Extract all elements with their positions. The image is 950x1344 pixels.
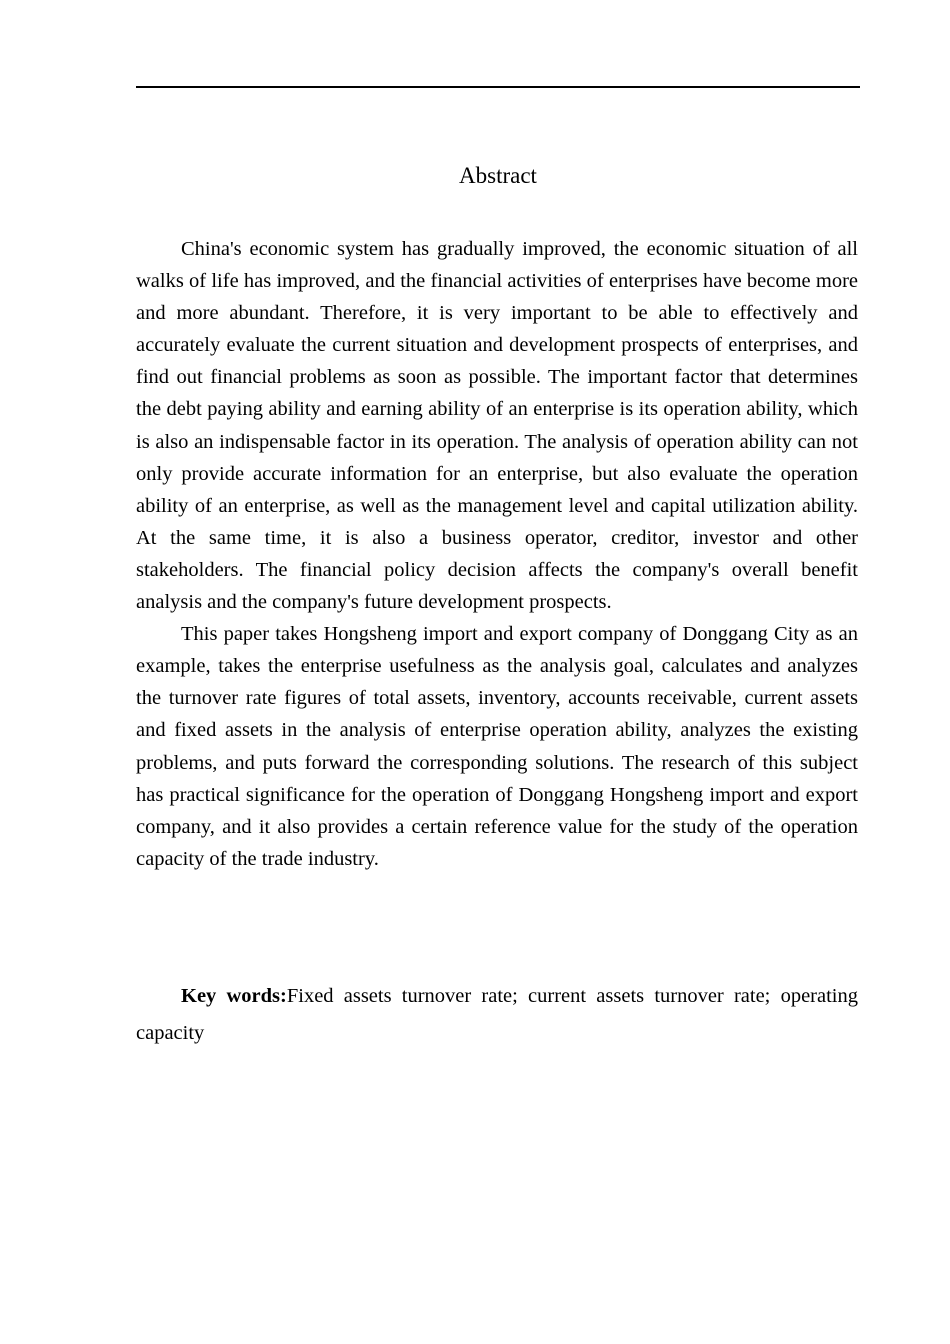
keywords-line [136,978,858,1052]
abstract-paragraph-2: This paper takes Hongsheng import and export company of Donggang City as an example, takes the enterprise usefulness as the analysis goal, calculates and analyzes the turnover rate figures of total assets, inventory, accounts receivable, current assets and fixed assets in the analysis of enterprise operation ability, analyzes the existing problems, and puts forward the corresponding solutions. The research of this subject has practical significance for the operation of Donggang Hongsheng import and export company, and it also provides a certain reference value for the study of the operation capacity of the trade industry. [136,623,858,870]
abstract-body [136,233,858,875]
header-rule [136,86,860,88]
abstract-title: Abstract [459,163,537,188]
keywords-label: Key words: [181,985,287,1007]
keywords-text: Fixed assets turnover rate; current assets turnover rate; operating capacity [136,985,858,1044]
abstract-paragraph-1: China's economic system has gradually improved, the economic situation of all walks of life has improved, and the financial activities of enterprises have become more and more abundant. Therefore, it is very important to be able to effectively and accurately evaluate the current situation and development prospects of enterprises, and find out financial problems as soon as possible. The important factor that determines the debt paying ability and earning ability of an enterprise is its operation ability, which is also an indispensable factor in its operation. The analysis of operation ability can not only provide accurate information for an enterprise, but also evaluate the operation ability of an enterprise, as well as the management level and capital utilization ability. At the same time, it is also a business operator, creditor, investor and other stakeholders. The financial policy decision affects the company's overall benefit analysis and the company's future development prospects. [136,238,858,614]
